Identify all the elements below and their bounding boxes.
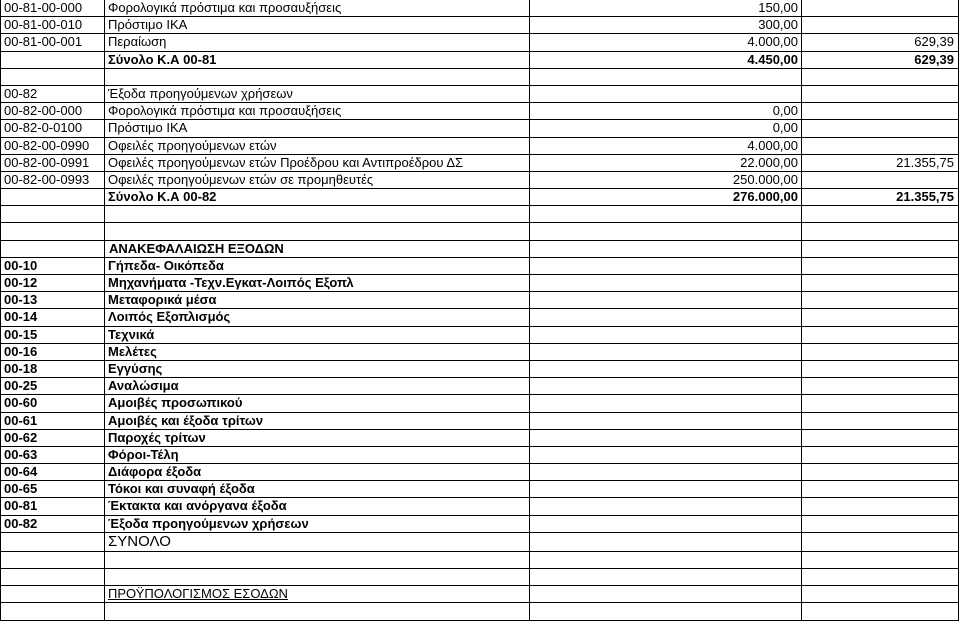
balance-cell[interactable] [801,120,959,136]
description-cell[interactable]: Φορολογικά πρόστιμα και προσαυξήσεις [104,0,529,16]
description-cell[interactable]: Πρόστιμο ΙΚΑ [104,120,529,136]
amount-cell[interactable]: 4.000,00 [529,34,801,50]
description-cell[interactable]: Έξοδα προηγούμενων χρήσεων [104,86,529,102]
balance-cell[interactable] [801,138,959,154]
empty-cell[interactable] [529,603,801,619]
balance-cell[interactable] [801,361,959,377]
empty-cell[interactable] [0,206,104,222]
description-cell[interactable]: Μηχανήματα -Τεχν.Εγκατ-Λοιπός Εξοπλ [104,275,529,291]
subtotal-label[interactable]: Σύνολο Κ.Α 00-81 [104,52,529,68]
empty-cell[interactable] [801,223,959,239]
amount-cell[interactable] [529,464,801,480]
code-cell[interactable]: 00-82-00-000 [0,103,104,119]
code-cell[interactable]: 00-81-00-001 [0,34,104,50]
empty-row [0,569,959,586]
summary-heading-row [0,241,959,258]
subtotal-balance[interactable]: 629,39 [801,52,959,68]
code-cell[interactable]: 00-16 [0,344,104,360]
balance-cell[interactable]: 21.355,75 [801,155,959,171]
description-cell[interactable]: Αμοιβές και έξοδα τρίτων [104,413,529,429]
description-cell[interactable]: Μεταφορικά μέσα [104,292,529,308]
table-row [0,34,959,51]
amount-cell[interactable]: 22.000,00 [529,155,801,171]
description-cell[interactable]: Φόροι-Τέλη [104,447,529,463]
amount-cell[interactable] [529,292,801,308]
code-cell[interactable]: 00-15 [0,327,104,343]
empty-cell[interactable] [104,569,529,585]
empty-row [0,603,959,620]
amount-cell[interactable] [529,395,801,411]
balance-cell[interactable] [801,327,959,343]
code-cell[interactable]: 00-82 [0,86,104,102]
empty-cell[interactable] [104,552,529,568]
table-row [0,86,959,103]
empty-cell[interactable] [529,586,801,602]
description-cell[interactable]: Οφειλές προηγούμενων ετών σε προμηθευτές [104,172,529,188]
code-cell[interactable]: 00-18 [0,361,104,377]
summary-row [0,327,959,344]
empty-cell[interactable] [529,223,801,239]
amount-cell[interactable] [529,361,801,377]
amount-cell[interactable]: 4.000,00 [529,138,801,154]
total-balance[interactable] [801,533,959,551]
summary-row [0,344,959,361]
empty-cell[interactable] [801,241,959,257]
summary-row [0,481,959,498]
balance-cell[interactable] [801,481,959,497]
code-cell[interactable]: 00-10 [0,258,104,274]
description-cell[interactable]: Περαίωση [104,34,529,50]
code-cell[interactable]: 00-81 [0,498,104,514]
budget-heading[interactable]: ΠΡΟΫΠΟΛΟΓΙΣΜΟΣ ΕΣΟΔΩΝ [104,586,529,602]
description-cell[interactable]: Εγγύσης [104,361,529,377]
summary-row [0,395,959,412]
description-cell[interactable]: Φορολογικά πρόστιμα και προσαυξήσεις [104,103,529,119]
balance-cell[interactable] [801,69,959,85]
description-cell[interactable] [104,69,529,85]
summary-row [0,447,959,464]
summary-row [0,258,959,275]
empty-cell[interactable] [0,223,104,239]
table-row [0,103,959,120]
description-cell[interactable]: Πρόστιμο ΙΚΑ [104,17,529,33]
amount-cell[interactable] [529,327,801,343]
empty-cell[interactable] [104,206,529,222]
amount-cell[interactable]: 300,00 [529,17,801,33]
empty-cell[interactable] [801,603,959,619]
description-cell[interactable]: Αμοιβές προσωπικού [104,395,529,411]
description-cell[interactable]: Μελέτες [104,344,529,360]
subtotal-row [0,52,959,69]
empty-row [0,223,959,240]
code-cell[interactable]: 00-81-00-010 [0,17,104,33]
amount-cell[interactable] [529,86,801,102]
amount-cell[interactable] [529,498,801,514]
summary-row [0,464,959,481]
subtotal-amount[interactable]: 4.450,00 [529,52,801,68]
empty-row [0,69,959,86]
amount-cell[interactable] [529,430,801,446]
empty-cell[interactable] [0,552,104,568]
summary-row [0,413,959,430]
empty-row [0,552,959,569]
code-cell[interactable]: 00-82-00-0990 [0,138,104,154]
amount-cell[interactable] [529,481,801,497]
table-row [0,138,959,155]
total-label[interactable]: ΣΥΝΟΛΟ [104,533,529,551]
amount-cell[interactable] [529,309,801,325]
code-cell[interactable]: 00-62 [0,430,104,446]
balance-cell[interactable] [801,258,959,274]
code-cell[interactable]: 00-63 [0,447,104,463]
code-cell[interactable]: 00-13 [0,292,104,308]
empty-cell[interactable] [0,603,104,619]
table-row [0,17,959,34]
balance-cell[interactable] [801,413,959,429]
amount-cell[interactable]: 250.000,00 [529,172,801,188]
balance-cell[interactable] [801,516,959,532]
code-cell[interactable]: 00-81-00-000 [0,0,104,16]
summary-row [0,516,959,533]
table-row [0,172,959,189]
balance-cell[interactable] [801,0,959,16]
description-cell[interactable]: Γήπεδα- Οικόπεδα [104,258,529,274]
code-cell[interactable]: 00-82-00-0991 [0,155,104,171]
amount-cell[interactable] [529,516,801,532]
description-cell[interactable]: Διάφορα έξοδα [104,464,529,480]
balance-cell[interactable] [801,344,959,360]
balance-cell[interactable] [801,172,959,188]
total-amount[interactable] [529,533,801,551]
summary-row [0,292,959,309]
balance-cell[interactable] [801,498,959,514]
empty-cell[interactable] [529,241,801,257]
amount-cell[interactable] [529,275,801,291]
description-cell[interactable]: Λοιπός Εξοπλισμός [104,309,529,325]
empty-cell[interactable] [0,241,104,257]
amount-cell[interactable] [529,378,801,394]
summary-row [0,361,959,378]
balance-cell[interactable] [801,464,959,480]
subtotal-amount[interactable]: 276.000,00 [529,189,801,205]
description-cell[interactable]: Παροχές τρίτων [104,430,529,446]
code-cell[interactable]: 00-61 [0,413,104,429]
balance-cell[interactable]: 629,39 [801,34,959,50]
code-cell[interactable] [0,52,104,68]
description-cell[interactable]: Τόκοι και συναφή έξοδα [104,481,529,497]
table-row [0,155,959,172]
empty-cell[interactable] [801,552,959,568]
code-cell[interactable]: 00-12 [0,275,104,291]
summary-row [0,275,959,292]
empty-row [0,206,959,223]
empty-cell[interactable] [801,569,959,585]
amount-cell[interactable]: 0,00 [529,103,801,119]
summary-row [0,309,959,326]
code-cell[interactable]: 00-14 [0,309,104,325]
empty-cell[interactable] [104,223,529,239]
empty-cell[interactable] [529,206,801,222]
table-row [0,120,959,137]
empty-cell[interactable] [801,586,959,602]
balance-cell[interactable] [801,378,959,394]
total-row [0,533,959,552]
empty-cell[interactable] [529,569,801,585]
code-cell[interactable] [0,69,104,85]
summary-row [0,430,959,447]
amount-cell[interactable] [529,447,801,463]
empty-cell[interactable] [801,206,959,222]
amount-cell[interactable] [529,413,801,429]
description-cell[interactable]: Αναλώσιμα [104,378,529,394]
balance-cell[interactable] [801,395,959,411]
budget-heading-row [0,586,959,603]
balance-cell[interactable] [801,292,959,308]
subtotal-row [0,189,959,206]
subtotal-balance[interactable]: 21.355,75 [801,189,959,205]
code-cell[interactable]: 00-82-00-0993 [0,172,104,188]
summary-heading[interactable]: ΑΝΑΚΕΦΑΛΑΙΩΣΗ ΕΞΟΔΩΝ [104,241,529,257]
empty-cell[interactable] [0,586,104,602]
balance-cell[interactable] [801,103,959,119]
amount-cell[interactable] [529,69,801,85]
balance-cell[interactable] [801,447,959,463]
code-cell[interactable]: 00-82-0-0100 [0,120,104,136]
balance-cell[interactable] [801,86,959,102]
balance-cell[interactable] [801,430,959,446]
balance-cell[interactable] [801,275,959,291]
balance-cell[interactable] [801,309,959,325]
amount-cell[interactable]: 150,00 [529,0,801,16]
summary-row [0,498,959,515]
balance-cell[interactable] [801,17,959,33]
empty-cell[interactable] [104,603,529,619]
code-cell[interactable]: 00-60 [0,395,104,411]
amount-cell[interactable]: 0,00 [529,120,801,136]
description-cell[interactable]: Έξοδα προηγούμενων χρήσεων [104,516,529,532]
description-cell[interactable]: Οφειλές προηγούμενων ετών [104,138,529,154]
description-cell[interactable]: Οφειλές προηγούμενων ετών Προέδρου και Αντιπροέδρου ΔΣ [104,155,529,171]
code-cell[interactable]: 00-82 [0,516,104,532]
code-cell[interactable]: 00-64 [0,464,104,480]
empty-cell[interactable] [0,569,104,585]
amount-cell[interactable] [529,344,801,360]
amount-cell[interactable] [529,258,801,274]
summary-row [0,378,959,395]
description-cell[interactable]: Τεχνικά [104,327,529,343]
empty-cell[interactable] [529,552,801,568]
subtotal-label[interactable]: Σύνολο Κ.Α 00-82 [104,189,529,205]
empty-cell[interactable] [0,533,104,551]
code-cell[interactable]: 00-65 [0,481,104,497]
description-cell[interactable]: Έκτακτα και ανόργανα έξοδα [104,498,529,514]
table-row [0,0,959,17]
code-cell[interactable]: 00-25 [0,378,104,394]
code-cell[interactable] [0,189,104,205]
